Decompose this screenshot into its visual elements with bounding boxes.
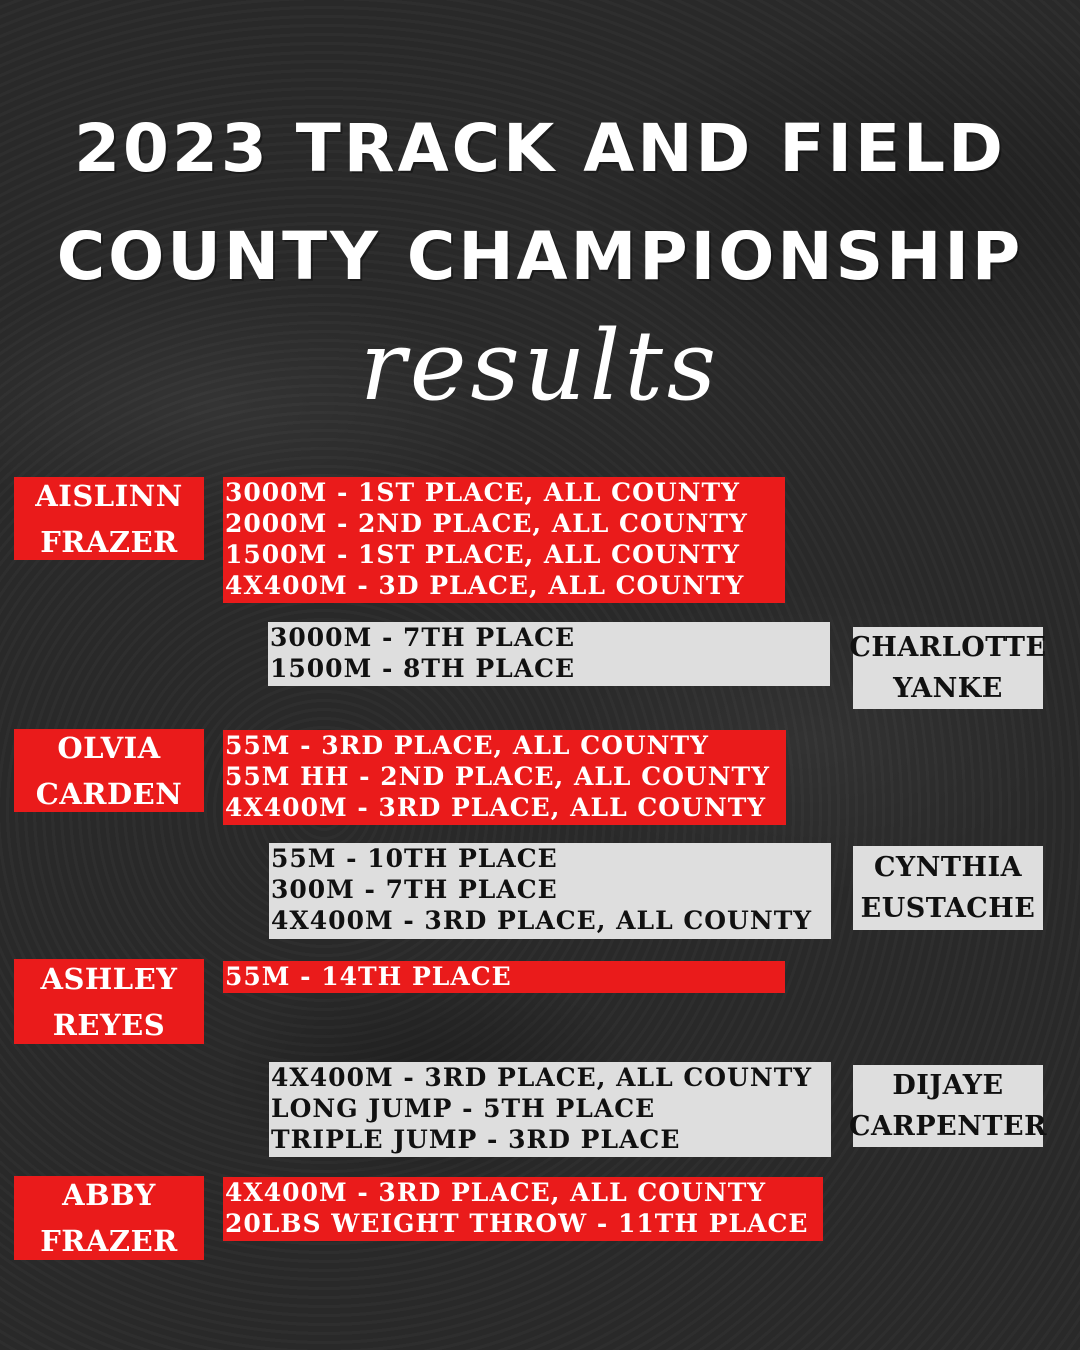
result-line: 3000M - 1ST PLACE, ALL COUNTY (225, 478, 740, 507)
result-line: 55M HH - 2ND PLACE, ALL COUNTY (225, 762, 770, 791)
result-line: 4X400M - 3RD PLACE, ALL COUNTY (225, 1178, 767, 1207)
result-line: 4X400M - 3D PLACE, ALL COUNTY (225, 571, 745, 600)
result-line: 4X400M - 3RD PLACE, ALL COUNTY (271, 1063, 813, 1092)
athlete-last-name: CARDEN (35, 776, 183, 811)
result-line: 20LBS WEIGHT THROW - 11TH PLACE (225, 1209, 809, 1238)
title-line-1: 2023 TRACK AND FIELD (74, 110, 1006, 187)
result-line: 1500M - 1ST PLACE, ALL COUNTY (225, 540, 740, 569)
athlete-first-name: AISLINN (35, 478, 183, 513)
athlete-name-ashley-reyes (14, 959, 204, 1044)
athlete-first-name: ABBY (62, 1178, 156, 1212)
athlete-first-name: CHARLOTTE (849, 632, 1047, 663)
results-box-aislinn-frazer (223, 477, 785, 603)
athlete-first-name: DIJAYE (892, 1070, 1004, 1101)
athlete-last-name: YANKE (893, 673, 1003, 704)
athlete-name-abby-frazer (14, 1176, 204, 1260)
results-box-ashley-reyes (223, 961, 785, 993)
result-line: 300M - 7TH PLACE (271, 875, 558, 904)
title-line-2: COUNTY CHAMPIONSHIP (56, 218, 1024, 295)
athlete-name-aislinn-frazer (14, 477, 204, 560)
result-line: TRIPLE JUMP - 3RD PLACE (271, 1125, 681, 1154)
result-line: LONG JUMP - 5TH PLACE (271, 1094, 656, 1123)
results-box-cynthia-eustache (269, 843, 831, 939)
athlete-last-name: EUSTACHE (860, 893, 1036, 924)
athlete-first-name: CYNTHIA (873, 852, 1023, 883)
results-script-heading: results (359, 310, 721, 422)
result-line: 4X400M - 3RD PLACE, ALL COUNTY (271, 906, 813, 935)
athlete-name-charlotte-yanke (849, 627, 1047, 709)
athlete-last-name: REYES (52, 1007, 166, 1042)
athlete-first-name: OLVIA (57, 730, 161, 765)
result-line: 55M - 3RD PLACE, ALL COUNTY (225, 731, 709, 760)
athlete-name-dijaye-carpenter (848, 1065, 1048, 1147)
result-line: 4X400M - 3RD PLACE, ALL COUNTY (225, 793, 767, 822)
result-line: 1500M - 8TH PLACE (270, 654, 576, 683)
result-line: 3000M - 7TH PLACE (270, 623, 576, 652)
results-box-dijaye-carpenter (269, 1062, 831, 1157)
athlete-last-name: FRAZER (40, 524, 178, 559)
athlete-last-name: FRAZER (40, 1224, 178, 1258)
athlete-last-name: CARPENTER (848, 1111, 1048, 1142)
result-line: 55M - 10TH PLACE (271, 844, 558, 873)
results-box-charlotte-yanke (268, 622, 830, 686)
athlete-name-cynthia-eustache (853, 846, 1043, 930)
result-line: 2000M - 2ND PLACE, ALL COUNTY (225, 509, 748, 538)
result-line: 55M - 14TH PLACE (225, 962, 512, 991)
athlete-name-olvia-carden (14, 729, 204, 812)
results-box-olvia-carden (223, 730, 786, 825)
results-box-abby-frazer (223, 1177, 823, 1241)
athlete-first-name: ASHLEY (40, 961, 178, 996)
